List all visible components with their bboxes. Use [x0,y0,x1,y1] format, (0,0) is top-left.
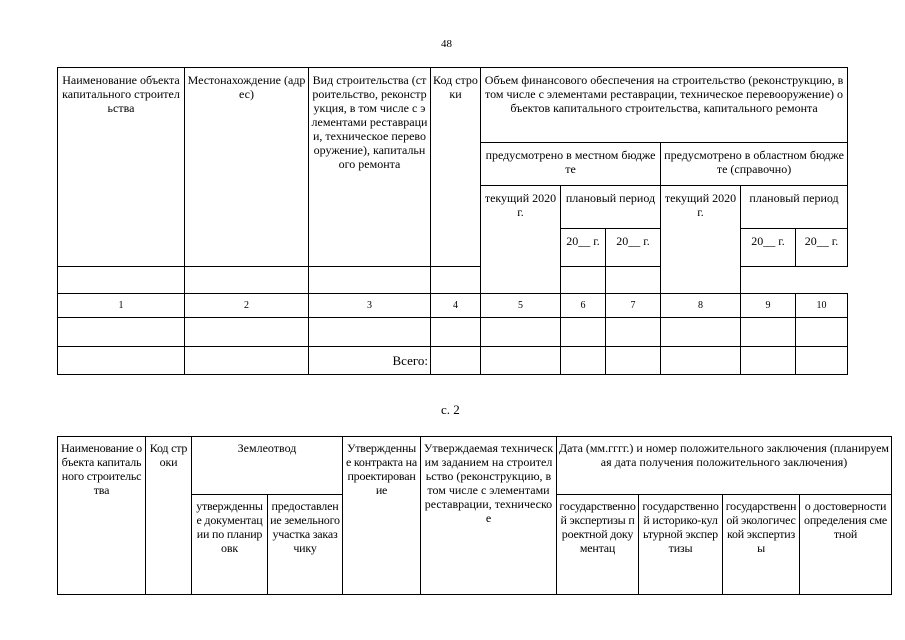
header-year-blank: 20__ г. [741,229,796,267]
header-year-blank: 20__ г. [796,229,848,267]
empty-cell [58,267,185,294]
total-label: Всего: [309,347,431,375]
header-cost-determination: о достоверности определения сметной [800,495,892,595]
data-cell [431,318,481,347]
column-number: 3 [309,294,431,318]
empty-cell [185,267,309,294]
empty-cell [561,267,606,294]
header-approved-contract: Утвержденные контракта на проектирование [343,437,421,595]
data-cell [796,318,848,347]
data-cell [431,347,481,375]
header-regional-budget: предусмотрено в областном бюджете (справочно) [661,143,848,186]
data-cell [741,347,796,375]
column-number: 5 [481,294,561,318]
data-cell [661,347,741,375]
column-number: 2 [185,294,309,318]
header-line-code: Код строки [431,68,481,267]
column-number: 6 [561,294,606,318]
header-state-environmental-expertise: государственной экологической экспертизы [723,495,800,595]
page-number: 48 [441,38,452,50]
data-cell [741,318,796,347]
header-funding: Объем финансового обеспечения на строительство (реконструкцию, в том числе с элементами реставрации, техническое перевооружение) объектов капитального строительства, капитального ремонта [481,68,848,143]
data-cell [481,347,561,375]
header-approved-task: Утверждаемая техническим заданием на строительство (реконструкцию, в том числе с элементами реставрации, техническое [421,437,557,595]
data-cell [481,318,561,347]
header-name: Наименование объекта капитального строительства [58,68,185,267]
funding-table [57,67,848,375]
column-number: 9 [741,294,796,318]
header-land-provision: предоставление земельного участка заказчику [268,495,343,595]
column-number: 7 [606,294,661,318]
data-cell [185,318,309,347]
header-location: Местонахождение (адрес) [185,68,309,267]
header-state-historical-expertise: государственной историко-культурной экспертизы [639,495,723,595]
empty-cell [309,267,431,294]
header-construction-type: Вид строительства (строительство, реконструкция, в том числе с элементами реставрации, техническое перевооружение), капитального ремонта [309,68,431,267]
data-cell [606,347,661,375]
header-line-code: Код строки [146,437,192,595]
header-state-expertise-design: государственной экспертизы проектной документац [557,495,639,595]
header-name: Наименование объекта капитального строительства [58,437,146,595]
section-label: с. 2 [441,402,460,417]
header-planned-period-local: плановый период [561,186,661,229]
data-cell [309,318,431,347]
header-approved-planning-docs: утвержденные документации по планировк [192,495,268,595]
data-cell [561,318,606,347]
data-cell [58,318,185,347]
data-cell [58,347,185,375]
column-number: 8 [661,294,741,318]
table-row [58,318,848,347]
data-cell [796,347,848,375]
data-cell [561,347,606,375]
header-year-blank: 20__ г. [561,229,606,267]
header-current-year-local: текущий 2020 г. [481,186,561,294]
data-cell [661,318,741,347]
column-number: 4 [431,294,481,318]
empty-cell [606,267,661,294]
empty-cell [431,267,481,294]
total-row [58,347,848,375]
header-year-blank: 20__ г. [606,229,661,267]
data-cell [606,318,661,347]
header-current-year-regional: текущий 2020 г. [661,186,741,294]
column-number: 1 [58,294,185,318]
column-number: 10 [796,294,848,318]
header-land-allotment: Землеотвод [192,437,343,495]
data-cell [185,347,309,375]
header-planned-period-regional: плановый период [741,186,848,229]
header-local-budget: предусмотрено в местном бюджете [481,143,661,186]
header-conclusion-date: Дата (мм.гггг.) и номер положительного заключения (планируемая дата получения положительного заключения) [557,437,892,495]
expertise-table [57,436,892,595]
